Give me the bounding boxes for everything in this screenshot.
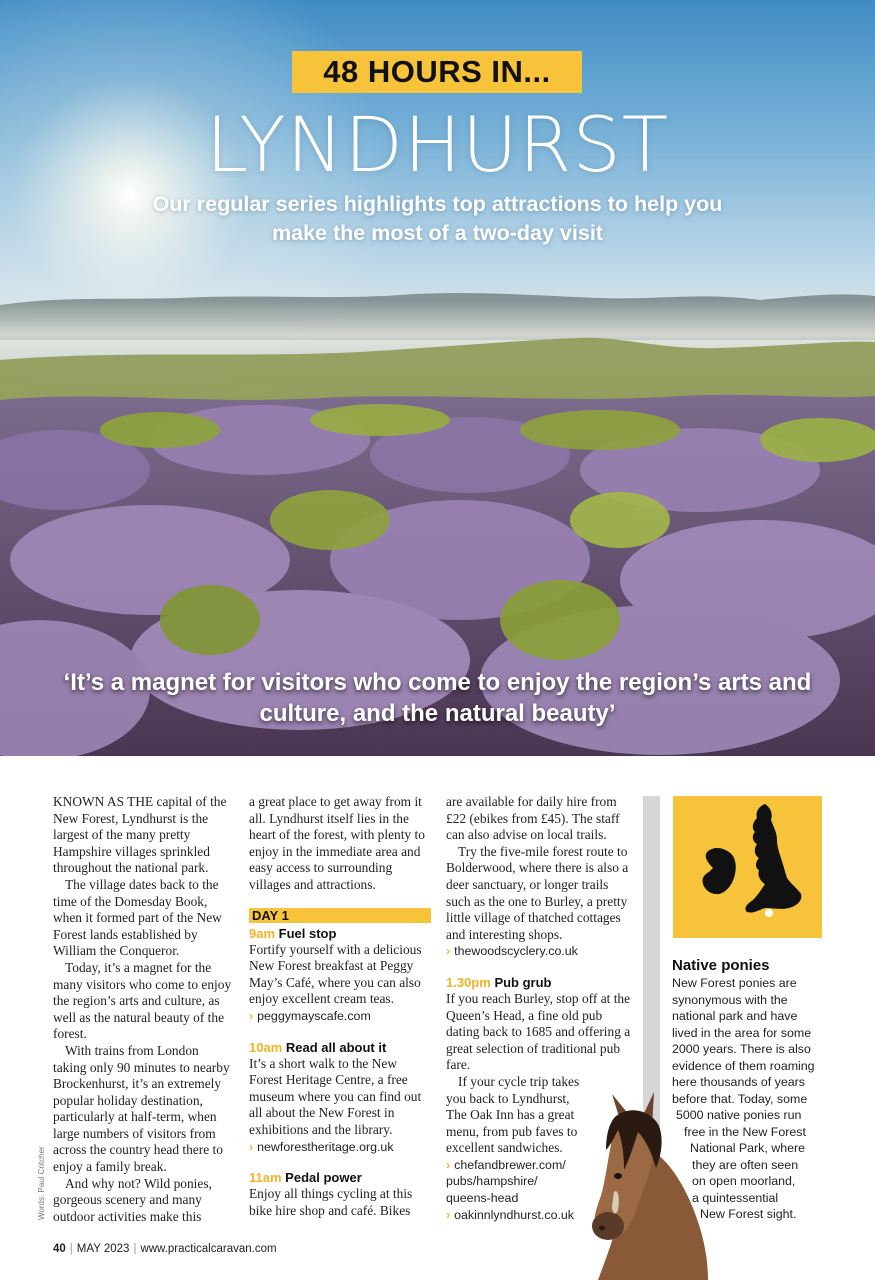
sidebar-line: National Park, where: [690, 1141, 806, 1155]
paragraph: KNOWN AS THE capital of the New Forest, Lyndhurst is the largest of the many pretty Hampshire villages sprinkled throughout the national park.: [53, 794, 227, 876]
pony-illustration: [578, 1088, 713, 1280]
standfirst: Our regular series highlights top attractions to help you make the most of a two-day visit: [152, 192, 723, 245]
entry-heading: [249, 925, 431, 942]
page-title: LYNDHURST: [205, 100, 670, 189]
link-text-continued[interactable]: pubs/hampshire/: [446, 1174, 538, 1189]
link-text: thewoodscyclery.co.uk: [454, 944, 578, 959]
sidebar-line: New Forest ponies are: [672, 976, 797, 990]
chevron-right-icon: ›: [446, 1157, 451, 1172]
photo-credit: Words: Paul Critcher: [37, 1146, 46, 1220]
entry-time: 11am: [249, 1170, 282, 1186]
link-text: newforestheritage.org.uk: [257, 1139, 394, 1154]
chevron-right-icon: ›: [446, 1207, 451, 1222]
paragraph: are available for daily hire from £22 (ebikes from £45). The staff can also advise on local trails.: [446, 794, 620, 843]
article-column-1: [53, 794, 235, 1225]
entry-title: Pub grub: [494, 974, 552, 990]
entry-text: Enjoy all things cycling at this bike hire shop and café. Bikes: [249, 1186, 413, 1218]
sidebar-title: Native ponies: [672, 957, 770, 974]
website-link[interactable]: [249, 1008, 431, 1025]
website-link[interactable]: [446, 943, 636, 960]
sidebar-line: 5000 native ponies run: [676, 1108, 802, 1122]
sidebar-line: 2000 years. There is also: [672, 1042, 811, 1056]
sidebar-line: they are often seen: [692, 1157, 799, 1172]
paragraph: a great place to get away from it all. Lyndhurst itself lies in the heart of the forest, with plenty to enjoy in the immediate area and easy access to surrounding villages and attractions.: [249, 794, 425, 892]
entry-title: Read all about it: [285, 1039, 387, 1055]
sidebar-line: a quintessential: [692, 1190, 779, 1205]
page-footer: [53, 1242, 277, 1256]
article-column-2: [249, 794, 431, 1219]
paragraph: The village dates back to the time of the Domesday Book, when it formed part of the New Forest lands established by William the Conqueror.: [53, 876, 222, 959]
chevron-right-icon: ›: [249, 1008, 254, 1023]
paragraph: With trains from London taking only 90 minutes to nearby Brockenhurst, it’s an extremely popular holiday destination, particularly at half-term, when large numbers of visitors from across the country head there to enjoy a family break.: [53, 1042, 230, 1175]
itinerary-entry: [249, 925, 431, 1025]
footer-separator: |: [133, 1243, 137, 1255]
entry-text: If you reach Burley, stop off at the Queen’s Head, a fine old pub dating back to 1685 and offering a great selection of traditional pub fare.: [446, 990, 631, 1073]
entry-text: If your cycle trip takes you back to Lyndhurst, The Oak Inn has a great menu, from pub faves to excellent sandwiches.: [446, 1073, 580, 1156]
entry-text: It’s a short walk to the New Forest Heritage Centre, a free museum where you can find out all about the New Forest in exhibitions and the library.: [249, 1055, 422, 1137]
location-marker-icon: [765, 909, 773, 917]
sidebar-line: New Forest sight.: [700, 1207, 797, 1221]
sidebar-line: national park and have: [672, 1009, 798, 1023]
link-text: oakinnlyndhurst.co.uk: [454, 1207, 574, 1222]
link-text: chefandbrewer.com/: [454, 1157, 566, 1172]
chevron-right-icon: ›: [446, 944, 451, 959]
sidebar-line: lived in the area for some: [672, 1025, 812, 1040]
paragraph: Today, it’s a magnet for the many visitors who come to enjoy the region’s arts and culture, as well as the natural beauty of the forest.: [53, 959, 232, 1042]
website-url[interactable]: www.practicalcaravan.com: [140, 1243, 277, 1255]
series-kicker: 48 HOURS IN...: [292, 51, 582, 93]
entry-time: 1.30pm: [446, 974, 491, 990]
entry-time: 10am: [249, 1039, 283, 1055]
uk-map-box: [673, 796, 822, 938]
website-link[interactable]: [249, 1139, 431, 1156]
footer-separator: |: [69, 1243, 73, 1255]
entry-time: 9am: [249, 925, 276, 941]
sidebar-line: on open moorland,: [692, 1174, 796, 1188]
sidebar-line: before that. Today, some: [672, 1091, 808, 1106]
day-heading: DAY 1: [249, 908, 431, 923]
uk-map-icon: [673, 796, 822, 938]
chevron-right-icon: ›: [249, 1139, 254, 1154]
entry-title: Pedal power: [285, 1170, 362, 1186]
page-number: 40: [53, 1243, 66, 1255]
sidebar-line: here thousands of years: [672, 1075, 805, 1089]
itinerary-entry: [249, 1169, 431, 1219]
entry-heading: [446, 974, 636, 991]
sidebar-line: evidence of them roaming: [672, 1058, 815, 1073]
issue-date: MAY 2023: [76, 1243, 130, 1255]
itinerary-entry: [249, 1039, 431, 1156]
entry-heading: [249, 1039, 431, 1056]
entry-heading: [249, 1169, 431, 1186]
entry-text: Fortify yourself with a delicious New Forest breakfast at Peggy May’s Café, where you can also enjoy excellent cream teas.: [249, 941, 422, 1007]
entry-title: Fuel stop: [278, 925, 337, 941]
pull-quote: ‘It’s a magnet for visitors who come to enjoy the region’s arts and culture, and the natural beauty’: [63, 669, 812, 727]
link-text-continued[interactable]: queens-head: [446, 1191, 519, 1206]
sidebar-line: synonymous with the: [672, 992, 788, 1007]
link-text: peggymayscafe.com: [257, 1008, 371, 1023]
paragraph: Try the five-mile forest route to Bolderwood, where there is also a deer sanctuary, or longer trails such as the one to Burley, a pretty little village of thatched cottages and interesting shops.: [446, 843, 629, 942]
paragraph: And why not? Wild ponies, gorgeous scenery and many outdoor activities make this: [53, 1175, 212, 1224]
sidebar-line: free in the New Forest: [684, 1124, 806, 1139]
